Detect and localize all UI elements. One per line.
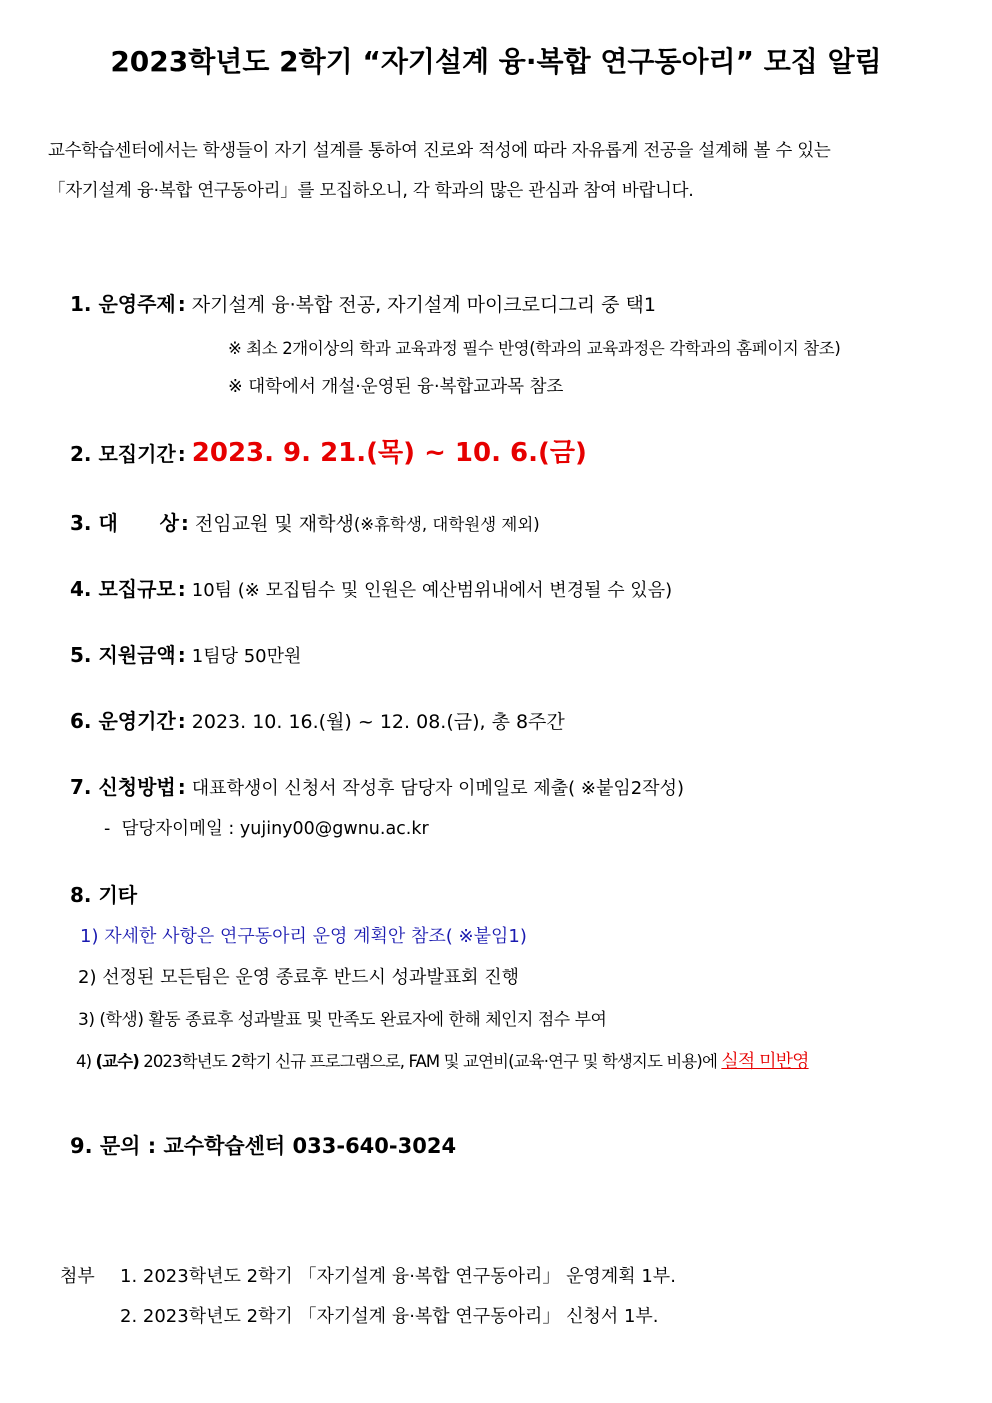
item-2-colon: : — [177, 442, 186, 466]
item-1-topic — [70, 288, 656, 317]
item-5-amount — [70, 639, 301, 668]
item-3-label: 3. 대 상 — [70, 511, 179, 535]
item-2-label: 2. 모집기간 — [70, 442, 176, 466]
item-3-value: 전임교원 및 재학생 — [194, 513, 354, 535]
item-6-operation-period — [70, 705, 565, 734]
item-1-note-2: ※ 대학에서 개설·운영된 융·복합교과목 참조 — [228, 377, 564, 397]
item-7-email-row — [104, 815, 429, 840]
item-7-application — [70, 771, 684, 800]
item-1-colon: : — [177, 292, 186, 316]
intro-line-1: 교수학습센터에서는 학생들이 자기 설계를 통하여 진로와 적성에 따라 자유롭게 전공을 설계해 볼 수 있는 — [48, 141, 831, 161]
attachment-label: 첨부 — [60, 1266, 95, 1287]
etc-line-4-bold: (교수) — [95, 1052, 139, 1071]
item-4-colon: : — [177, 577, 186, 601]
item-1-label: 1. 운영주제 — [70, 292, 176, 316]
item-3-colon: : — [180, 511, 189, 535]
item-5-colon: : — [177, 643, 186, 667]
item-5-value: 1팀당 50만원 — [191, 646, 302, 667]
etc-line-4 — [76, 1047, 809, 1073]
item-6-colon: : — [177, 709, 186, 733]
etc-line-3: 3) (학생) 활동 종료후 성과발표 및 만족도 완료자에 한해 체인지 점수 부여 — [78, 1010, 607, 1030]
etc-line-4-text: 2023학년도 2학기 신규 프로그램으로, FAM 및 교연비(교육·연구 및 학생지도 비용)에 — [138, 1052, 722, 1071]
item-6-label: 6. 운영기간 — [70, 709, 176, 733]
attachment-1: 1. 2023학년도 2학기 「자기설계 융·복합 연구동아리」 운영계획 1부. — [120, 1266, 676, 1287]
page-title: 2023학년도 2학기 “자기설계 융·복합 연구동아리” 모집 알림 — [110, 45, 882, 78]
item-7-value: 대표학생이 신청서 작성후 담당자 이메일로 제출( ※붙임2작성) — [191, 778, 684, 799]
item-6-value: 2023. 10. 16.(월) ~ 12. 08.(금), 총 8주간 — [191, 711, 565, 733]
item-8-label: 8. 기타 — [70, 883, 138, 907]
item-4-label: 4. 모집규모 — [70, 577, 176, 601]
item-7-label: 7. 신청방법 — [70, 775, 176, 799]
etc-line-1: 1) 자세한 사항은 연구동아리 운영 계획안 참조( ※붙임1) — [80, 926, 527, 947]
item-7-colon: : — [177, 775, 186, 799]
item-5-label: 5. 지원금액 — [70, 643, 176, 667]
item-4-value: 10팀 (※ 모집팀수 및 인원은 예산범위내에서 변경될 수 있음) — [191, 580, 673, 601]
etc-line-4-prefix: 4) — [76, 1052, 92, 1071]
inquiry-line: 9. 문의 : 교수학습센터 033-640-3024 — [70, 1134, 457, 1158]
intro-line-2: 「자기설계 융·복합 연구동아리」를 모집하오니, 각 학과의 많은 관심과 참여 바랍니다. — [48, 181, 694, 201]
attachment-2: 2. 2023학년도 2학기 「자기설계 융·복합 연구동아리」 신청서 1부. — [120, 1306, 659, 1327]
etc-line-2: 2) 선정된 모든팀은 운영 종료후 반드시 성과발표회 진행 — [78, 967, 520, 988]
item-2-period — [70, 432, 587, 469]
item-3-note: (※휴학생, 대학원생 제외) — [353, 515, 540, 534]
item-1-value: 자기설계 융·복합 전공, 자기설계 마이크로디그리 중 택1 — [191, 294, 656, 316]
item-3-target — [70, 507, 540, 536]
etc-line-4-red: 실적 미반영 — [721, 1051, 809, 1072]
item-7-email[interactable]: yujiny00@gwnu.ac.kr — [239, 819, 429, 839]
item-2-value: 2023. 9. 21.(목) ~ 10. 6.(금) — [191, 438, 587, 468]
item-8-etc — [70, 879, 137, 908]
item-7-email-label: - 담당자이메일 : — [104, 819, 240, 839]
item-4-scale — [70, 573, 672, 602]
item-1-note-1: ※ 최소 2개이상의 학과 교육과정 필수 반영(학과의 교육과정은 각학과의 홈페이지 참조) — [228, 339, 841, 358]
